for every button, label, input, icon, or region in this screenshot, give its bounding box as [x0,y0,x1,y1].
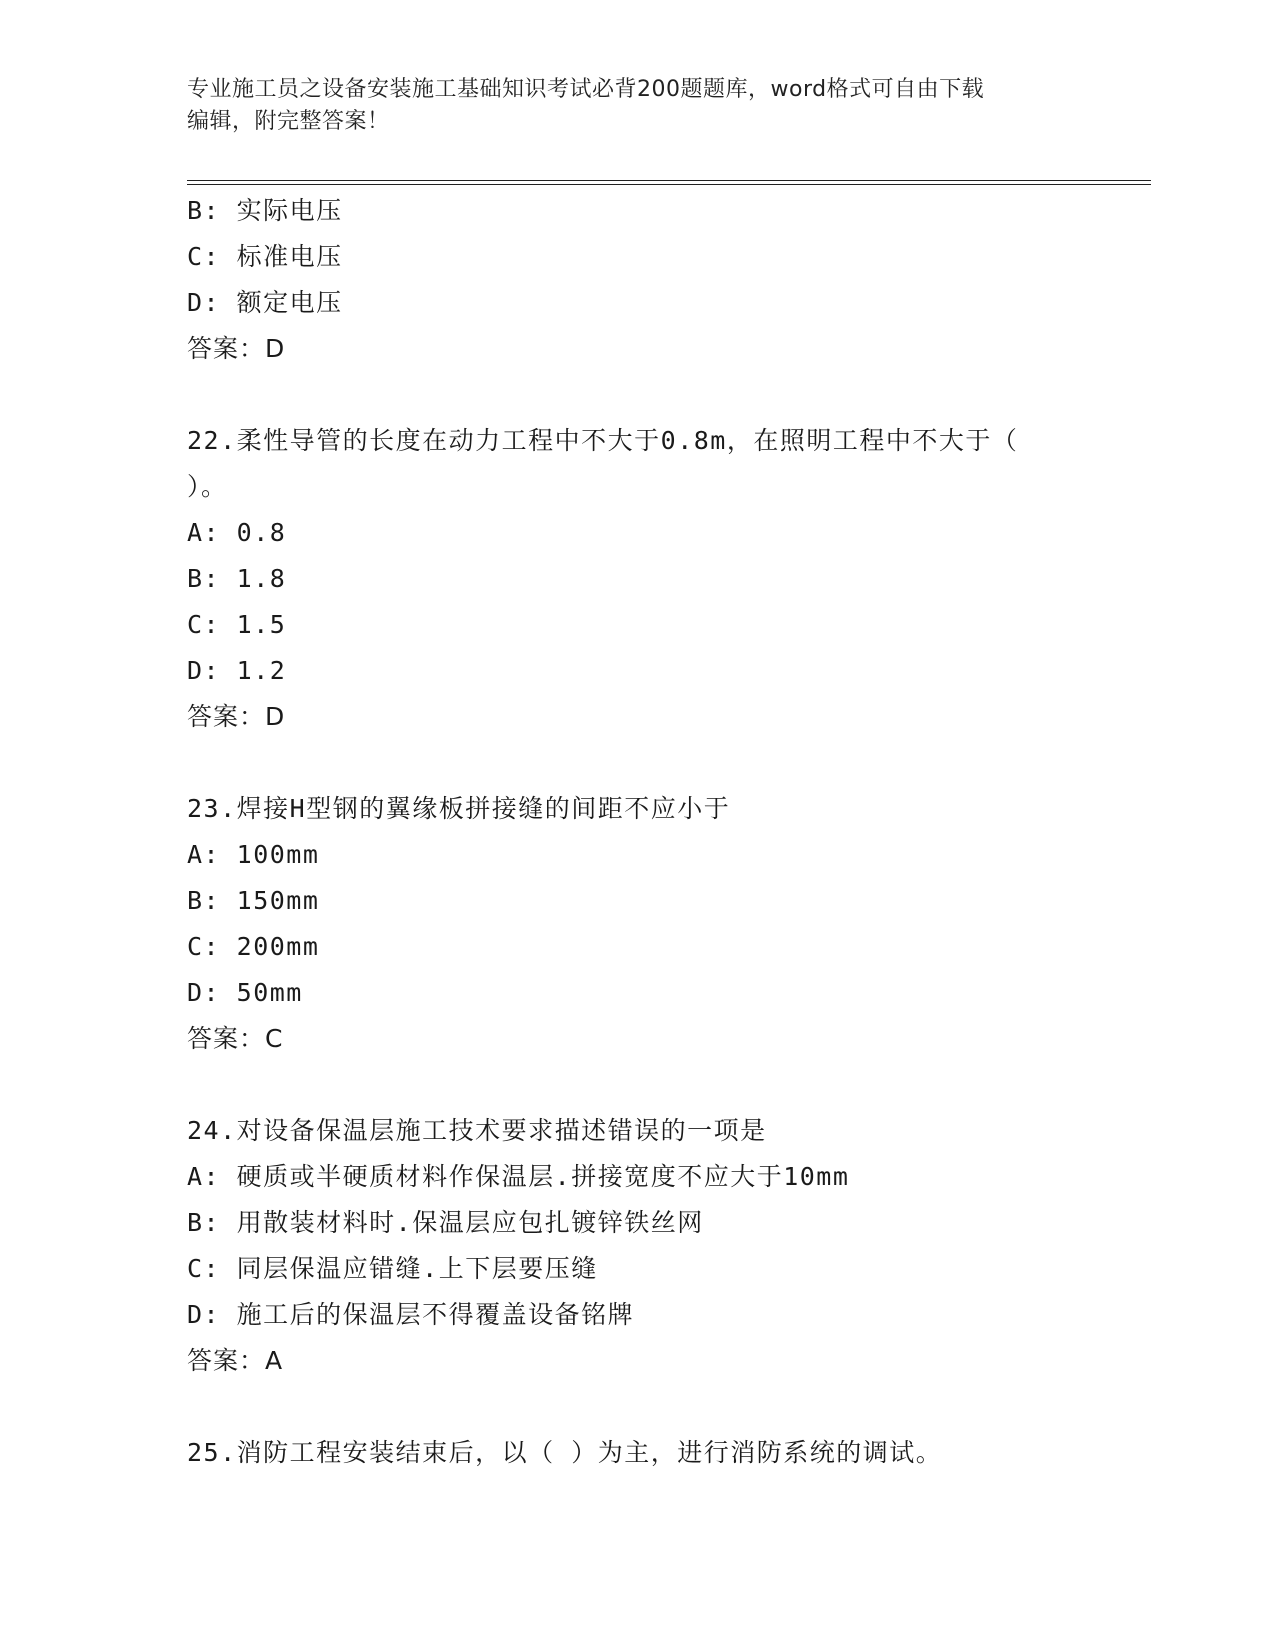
header-title-line2: 编辑，附完整答案！ [187,109,390,134]
option-c: C: 1.5 [187,610,287,639]
question-24 [187,1108,1107,1384]
question-text: 22.柔性导管的长度在动力工程中不大于0.8m，在照明工程中不大于（ [187,426,1019,455]
option-b: B: 实际电压 [187,196,343,225]
option-d: D: 施工后的保温层不得覆盖设备铭牌 [187,1300,635,1329]
option-d: D: 1.2 [187,656,287,685]
answer: 答案：D [187,702,286,731]
question-22 [187,418,1107,740]
option-a: A: 硬质或半硬质材料作保温层.拼接宽度不应大于10mm [187,1162,850,1191]
option-b: B: 用散装材料时.保温层应包扎镀锌铁丝网 [187,1208,704,1237]
option-d: D: 额定电压 [187,288,343,317]
document-header [187,74,1067,138]
question-text: 24.对设备保温层施工技术要求描述错误的一项是 [187,1116,767,1145]
question-text: 25.消防工程安装结束后，以（ ）为主，进行消防系统的调试。 [187,1438,943,1467]
question-21 [187,188,1107,372]
option-a: A: 0.8 [187,518,287,547]
option-b: B: 1.8 [187,564,287,593]
answer: 答案：C [187,1024,284,1053]
header-divider-top [187,180,1151,181]
question-23 [187,786,1107,1062]
option-b: B: 150mm [187,886,320,915]
option-c: C: 标准电压 [187,242,343,271]
question-25 [187,1430,1107,1476]
option-a: A: 100mm [187,840,320,869]
header-title-line1: 专业施工员之设备安装施工基础知识考试必背200题题库，word格式可自由下载 [187,77,985,102]
spacer [187,1384,1107,1430]
spacer [187,740,1107,786]
option-c: C: 200mm [187,932,320,961]
header-divider-bottom [187,184,1151,185]
spacer [187,1062,1107,1108]
answer: 答案：A [187,1346,284,1375]
option-c: C: 同层保温应错缝.上下层要压缝 [187,1254,598,1283]
answer: 答案：D [187,334,286,363]
question-list [187,188,1107,1476]
spacer [187,372,1107,418]
question-text-continued: ）。 [187,472,228,501]
option-d: D: 50mm [187,978,303,1007]
question-text: 23.焊接H型钢的翼缘板拼接缝的间距不应小于 [187,794,731,823]
